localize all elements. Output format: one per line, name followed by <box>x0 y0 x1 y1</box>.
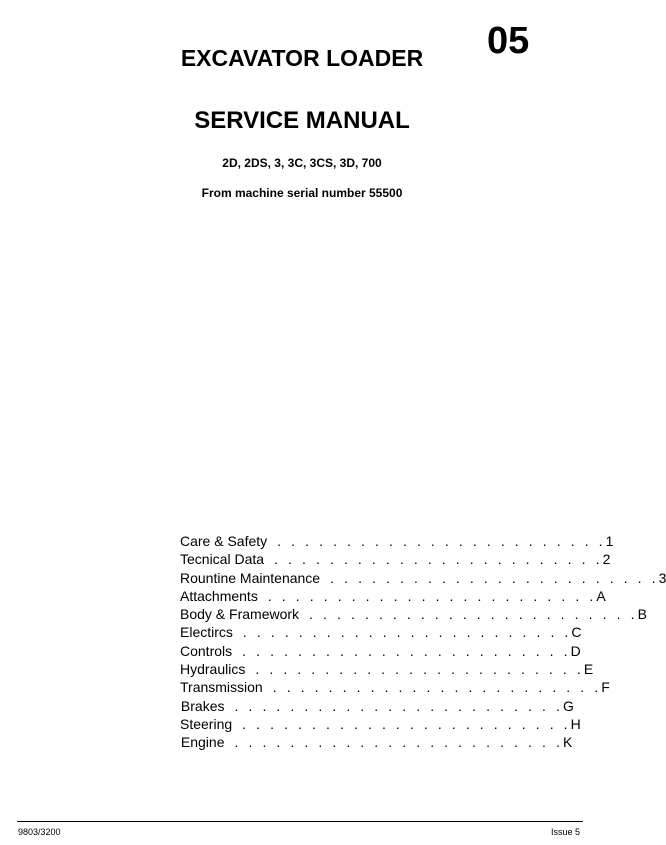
toc-entry[interactable] <box>180 733 572 751</box>
toc-leader-dots: . . . . . . . . . . . . . . . . . . . . . . . . <box>330 569 659 586</box>
toc-entry[interactable] <box>180 550 611 568</box>
toc-entry[interactable] <box>180 715 581 733</box>
toc-section-ref: C <box>571 624 582 641</box>
toc-leader-dots: . . . . . . . . . . . . . . . . . . . . . . . . <box>277 533 606 549</box>
toc-label: Transmission <box>180 679 263 696</box>
table-of-contents <box>180 532 666 752</box>
toc-leader-dots: . . . . . . . . . . . . . . . . . . . . . . . . <box>274 551 603 568</box>
toc-section-ref: E <box>583 661 594 678</box>
toc-leader-dots: . . . . . . . . . . . . . . . . . . . . . . . . <box>234 734 563 751</box>
toc-section-ref: D <box>570 642 581 659</box>
toc-entry[interactable] <box>180 623 582 641</box>
section-number: 05 <box>487 20 530 62</box>
toc-entry[interactable] <box>180 532 614 550</box>
toc-entry[interactable] <box>180 569 666 587</box>
toc-section-ref: G <box>563 697 574 714</box>
footer-issue: Issue 5 <box>550 827 580 837</box>
toc-entry[interactable] <box>180 605 647 623</box>
toc-label: Brakes <box>180 697 225 714</box>
toc-leader-dots: . . . . . . . . . . . . . . . . . . . . . . . . <box>309 606 638 623</box>
toc-section-ref: 1 <box>605 533 614 549</box>
toc-leader-dots: . . . . . . . . . . . . . . . . . . . . . . . . <box>272 679 602 696</box>
toc-label: Attachments <box>180 587 258 604</box>
footer-divider <box>17 821 583 822</box>
toc-entry[interactable] <box>180 697 572 715</box>
toc-leader-dots: . . . . . . . . . . . . . . . . . . . . . . . . <box>234 697 563 714</box>
toc-label: Controls <box>180 642 233 659</box>
model-list: 2D, 2DS, 3, 3C, 3CS, 3D, 700 <box>222 156 382 170</box>
toc-section-ref: H <box>570 715 581 732</box>
document-subtitle: SERVICE MANUAL <box>194 107 410 134</box>
toc-label: Hydraulics <box>180 661 246 678</box>
toc-section-ref: 2 <box>602 551 611 568</box>
toc-leader-dots: . . . . . . . . . . . . . . . . . . . . . . . . <box>242 715 571 732</box>
toc-leader-dots: . . . . . . . . . . . . . . . . . . . . . . . . <box>242 624 572 641</box>
toc-label: Care & Safety <box>180 533 268 549</box>
toc-section-ref: F <box>601 679 610 696</box>
toc-entry[interactable] <box>180 660 594 678</box>
toc-section-ref: K <box>563 734 573 751</box>
toc-label: Electircs <box>180 624 233 641</box>
toc-entry[interactable] <box>180 587 606 605</box>
toc-entry[interactable] <box>180 678 610 696</box>
toc-entry[interactable] <box>180 642 581 660</box>
toc-label: Engine <box>180 734 225 751</box>
toc-label: Steering <box>180 715 233 732</box>
toc-leader-dots: . . . . . . . . . . . . . . . . . . . . . . . . <box>267 587 597 604</box>
toc-leader-dots: . . . . . . . . . . . . . . . . . . . . . . . . <box>255 661 584 678</box>
toc-leader-dots: . . . . . . . . . . . . . . . . . . . . . . . . <box>242 642 571 659</box>
toc-label: Tecnical Data <box>180 551 265 568</box>
toc-section-ref: 3 <box>658 569 666 586</box>
toc-section-ref: B <box>637 606 647 623</box>
serial-number-note: From machine serial number 55500 <box>201 186 403 200</box>
document-title: EXCAVATOR LOADER <box>180 45 424 71</box>
toc-label: Body & Framework <box>180 606 300 623</box>
footer-document-number: 9803/3200 <box>18 827 61 837</box>
toc-label: Rountine Maintenance <box>180 569 321 586</box>
toc-section-ref: A <box>596 587 606 604</box>
